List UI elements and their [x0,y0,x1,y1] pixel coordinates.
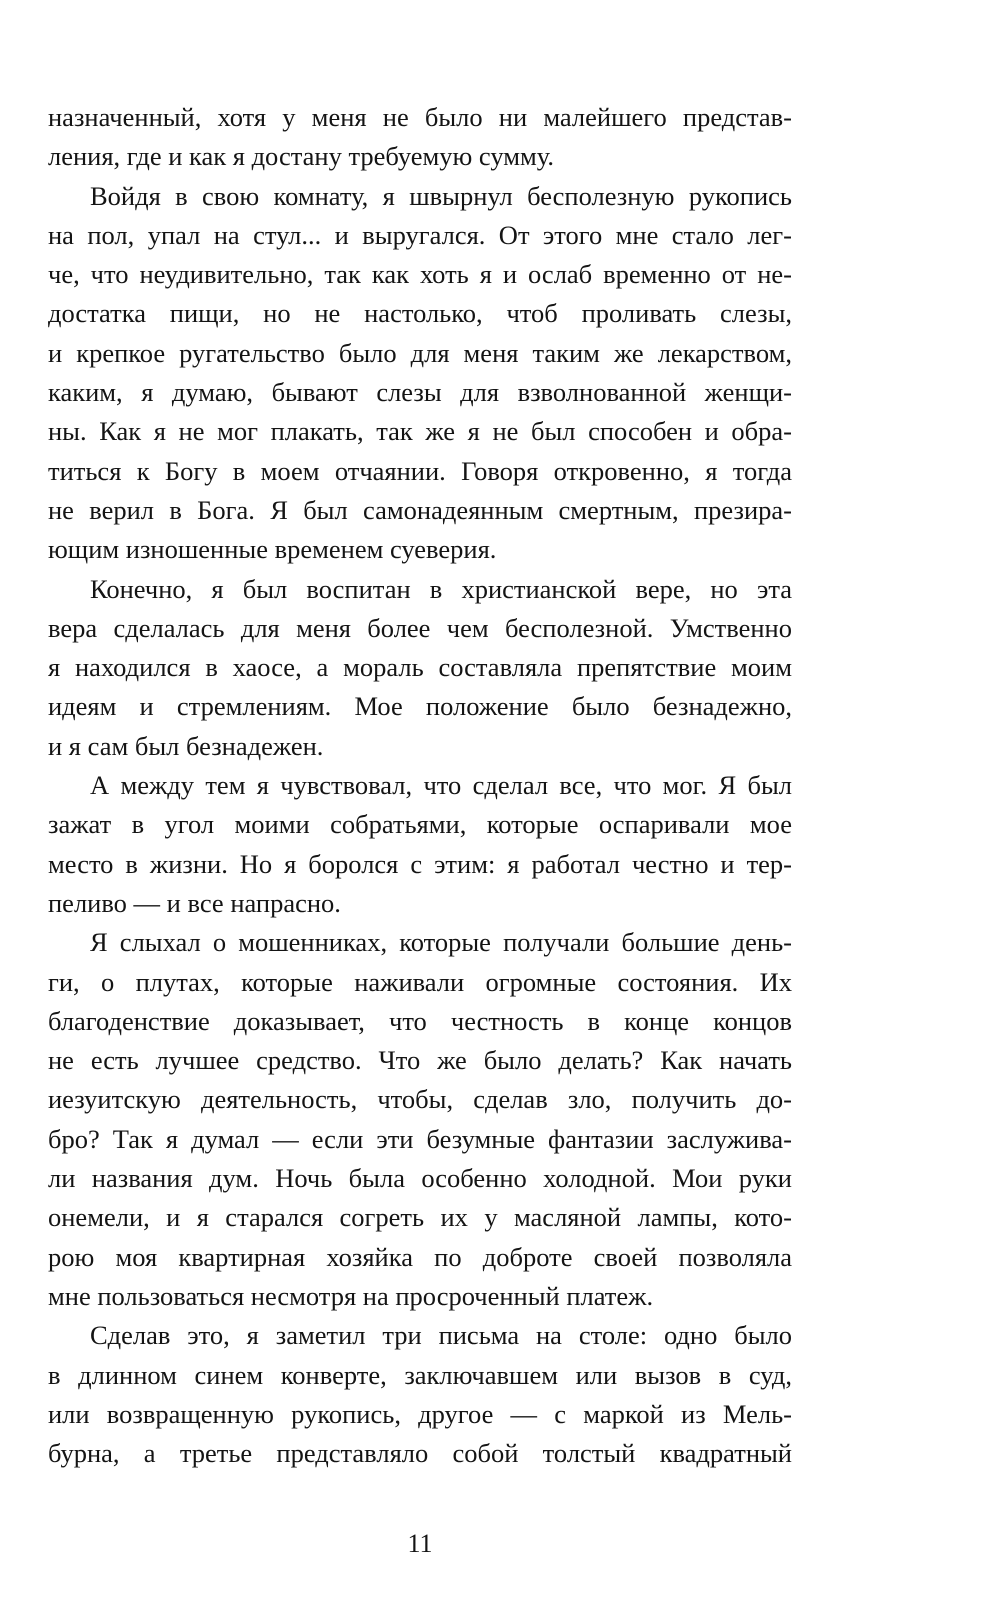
text-line: иезуитскую деятельность, чтобы, сделав зло, получить до- [48,1084,792,1115]
text-line: или возвращенную рукопись, другое — с маркой из Мель- [48,1398,792,1429]
text-line: в длинном синем конверте, заключавшем или вызов в суд, [48,1359,792,1390]
text-line: не верил в Бога. Я был самонадеянным смертным, презира- [48,494,792,525]
text-line: че, что неудивительно, так как хоть я и ослаб временно от не- [48,259,792,290]
text-line: не есть лучшее средство. Что же было делать? Как начать [48,1045,792,1076]
text-line: и я сам был безнадежен. [48,730,324,761]
text-line: на пол, упал на стул... и выругался. От этого мне стало лег- [48,219,792,250]
text-line: А между тем я чувствовал, что сделал все, что мог. Я был [90,770,792,801]
text-line: титься к Богу в моем отчаянии. Говоря откровенно, я тогда [48,455,792,486]
text-line: Я слыхал о мошенниках, которые получали большие день- [90,927,792,958]
text-line: онемели, и я старался согреть их у масляной лампы, кото- [48,1202,792,1233]
text-line: мне пользоваться несмотря на просроченный платеж. [48,1280,654,1311]
text-line: пеливо — и все напрасно. [48,887,341,918]
text-line: рою моя квартирная хозяйка по доброте своей позволяла [48,1241,792,1272]
text-line: бро? Так я думал — если эти безумные фантазии заслужива- [48,1123,792,1154]
text-line: каким, я думаю, бывают слезы для взволнованной женщи- [48,377,792,408]
page-number: 11 [407,1529,433,1558]
text-line: ги, о плутах, которые наживали огромные состояния. Их [48,966,792,997]
text-line: Сделав это, я заметил три письма на столе: одно было [90,1320,792,1351]
page-body [48,98,792,1473]
text-line: благоденствие доказывает, что честность в конце концов [48,1005,792,1036]
text-line: Войдя в свою комнату, я швырнул бесполезную рукопись [90,180,792,211]
text-line: назначенный, хотя у меня не было ни малейшего представ- [48,102,792,132]
text-line: бурна, а третье представляло собой толстый квадратный [48,1438,792,1469]
text-line: идеям и стремлениям. Мое положение было безнадежно, [48,691,792,722]
text-line: достатка пищи, но не настолько, чтоб проливать слезы, [48,298,792,329]
text-line: ющим изношенные временем суеверия. [48,534,497,565]
text-line: ления, где и как я достану требуемую сумму. [48,141,555,172]
text-line: место в жизни. Но я боролся с этим: я работал честно и тер- [48,848,792,879]
text-line: я находился в хаосе, а мораль составляла препятствие моим [48,652,792,683]
text-line: ны. Как я не мог плакать, так же я не был способен и обра- [48,416,792,447]
text-line: вера сделалась для меня более чем бесполезной. Умственно [48,612,792,643]
text-line: зажат в угол моими собратьями, которые оспаривали мое [48,809,792,840]
text-line: Конечно, я был воспитан в христианской вере, но эта [90,573,792,604]
text-line: и крепкое ругательство было для меня таким же лекарством, [48,337,792,368]
text-line: ли названия дум. Ночь была особенно холодной. Мои руки [48,1163,792,1194]
